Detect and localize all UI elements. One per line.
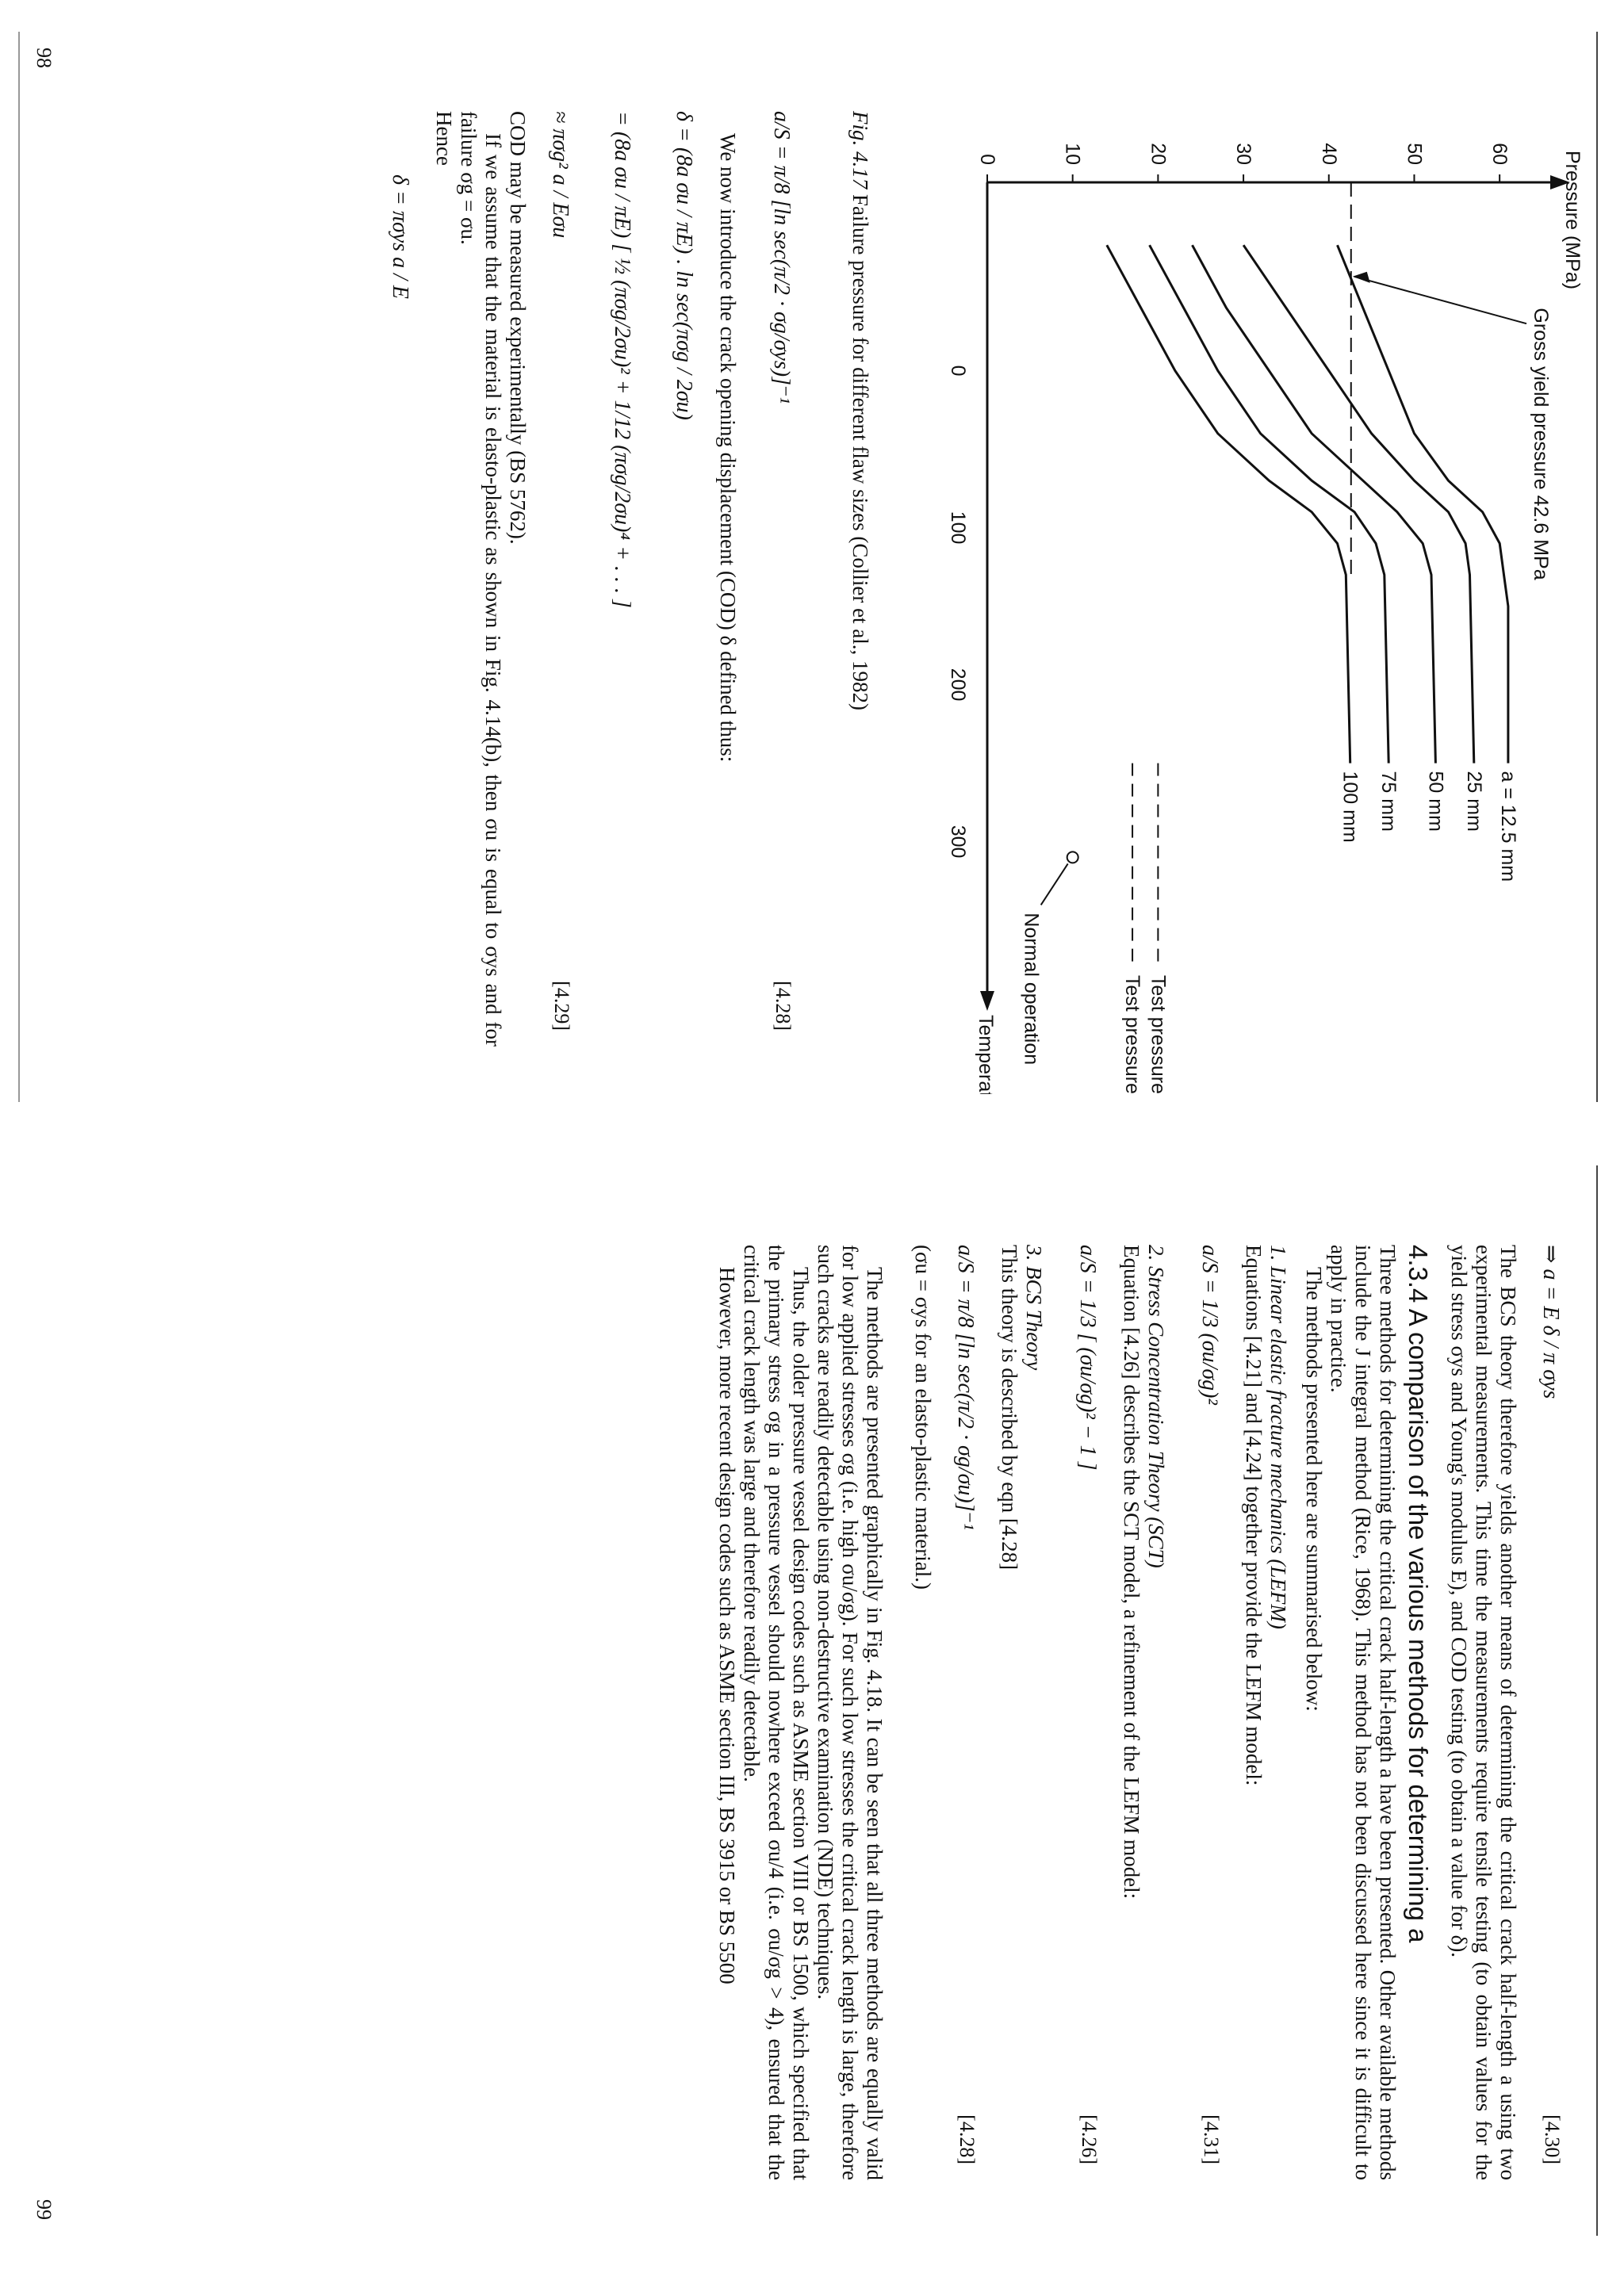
equation-number: [4.28]	[772, 981, 795, 1031]
page-98	[12, 32, 1598, 1102]
flaw-size-label: 25 mm	[1462, 771, 1485, 832]
recent-codes-paragraph: However, more recent design codes such as ASME section III, BS 3915 or BS 5500	[715, 1267, 739, 1984]
equation-delta-final	[370, 111, 431, 1047]
normal-operation-point	[1067, 851, 1078, 863]
page-top-rule	[1596, 1165, 1598, 2236]
page-number-99: 99	[33, 2199, 56, 2220]
page-99-body	[714, 1245, 1582, 2180]
figure-caption	[848, 111, 872, 1062]
flaw-size-label: 50 mm	[1424, 771, 1447, 832]
test-pressure-label: Test pressure	[1121, 974, 1144, 1094]
equation-delta-2	[592, 111, 653, 1047]
assume-text: If we assume that the material is elasto-plastic as shown in Fig. 4.14(b), then σu is equal to σys and for failure σg = σu.	[457, 111, 505, 1047]
gross-yield-pointer	[1354, 277, 1526, 323]
y-tick-label: 40	[1317, 143, 1340, 165]
item-2-text: Equation [4.26] describes the SCT model, a refinement of the LEFM model:	[1120, 1245, 1143, 1900]
gross-yield-label: Gross yield pressure 42.6 MPa	[1530, 308, 1552, 580]
graph-paragraph: The methods are presented graphically in Fig. 4.18. It can be seen that all three methods are equally valid for low applied stresses σg (i.e. high σu/σg). For such low stresses the critical crack length is large, therefore such cracks are readily detectable using non-destructive examination (NDE) techniques.	[814, 1245, 887, 2180]
x-axis-arrow	[980, 991, 994, 1011]
equation-number: [4.28]	[956, 2114, 979, 2164]
equation-text: a/S = π/8 [ln sec(π/2 · σg/σu)]⁻¹	[953, 1245, 979, 1530]
failure-pressure-figure	[876, 79, 1590, 1094]
x-axis-title: Temperature (°C)	[975, 1015, 997, 1094]
y-tick-label: 0	[976, 154, 998, 165]
equation-text: = (8a σu / πE) [ ½ (πσg/2σu)² + 1/12 (πσg/2σu)⁴ + . . . ]	[610, 111, 635, 608]
equation-text: ⇒ a = E δ / π σys	[1538, 1245, 1564, 1399]
failure-pressure-chart	[876, 79, 1590, 1094]
equation-text: a/S = π/8 [ln sec(π/2 · σg/σys)]⁻¹	[769, 111, 795, 404]
equation-4-31	[1179, 1245, 1241, 2180]
page-99	[12, 1165, 1598, 2236]
equation-number: [4.30]	[1541, 2114, 1564, 2164]
equation-4-30	[1520, 1245, 1582, 2180]
equation-text: ≈ πσg² a / Eσu	[548, 111, 573, 239]
gross-yield-arrowhead	[1353, 272, 1370, 283]
bcs-paragraph: The BCS theory therefore yields another means of determining the critical crack half-length a using two experimental measurements. This time the measurements require tensile testing (to obtain values for the yield stress σys and Young's modulus E), and COD testing (to obtain a value for δ).	[1447, 1245, 1520, 2180]
equation-text: δ = πσys a / E	[388, 174, 413, 299]
equation-number: [4.29]	[550, 981, 573, 1031]
section-heading-4-3-4: 4.3.4 A comparison of the various methods for determining a	[1404, 1245, 1433, 1943]
item-1-text: Equations [4.21] and [4.24] together provide the LEFM model:	[1242, 1245, 1266, 1786]
item-3-title: 3. BCS Theory	[1022, 1245, 1046, 1371]
flaw-curve-4	[1107, 245, 1350, 763]
page-bottom-rule	[18, 32, 20, 1102]
y-tick-label: 20	[1147, 143, 1170, 165]
item-3-text: This theory is described by eqn [4.28]	[998, 1245, 1021, 1571]
equation-number: [4.31]	[1200, 2114, 1223, 2164]
equation-4-28	[751, 111, 813, 1047]
y-axis-title: Pressure (MPa)	[1561, 151, 1584, 290]
figure-label: Fig. 4.17	[848, 111, 872, 189]
flaw-size-label: a = 12.5 mm	[1496, 771, 1519, 882]
item-2-title: 2. Stress Concentration Theory (SCT)	[1144, 1245, 1168, 1568]
flaw-curve-1	[1243, 245, 1474, 763]
y-tick-label: 50	[1403, 143, 1426, 165]
intro-cod-text: We now introduce the crack opening displacement (COD) δ defined thus:	[716, 133, 740, 763]
equation-4-28-repeat	[935, 1245, 997, 2180]
flaw-size-label: 100 mm	[1339, 771, 1362, 843]
figure-caption-text: Failure pressure for different flaw sizes (Collier et al., 1982)	[848, 194, 872, 711]
x-tick-label: 200	[947, 668, 969, 702]
item-1-title: 1. Linear elastic fracture mechanics (LEFM)	[1266, 1245, 1290, 1629]
equation-text: a/S = 1/3 (σu/σg)²	[1197, 1245, 1223, 1405]
equation-4-29	[530, 111, 592, 1047]
x-tick-label: 100	[947, 511, 969, 545]
page-top-rule	[1596, 32, 1598, 1102]
equation-text: a/S = 1/3 [ (σu/σg)² − 1 ]	[1075, 1245, 1101, 1471]
x-tick-label: 300	[947, 825, 969, 859]
methods-paragraph: Three methods for determining the critical crack half-length a have been presented. Other available methods include the J integral method (Rice, 1968). This method has not been discussed here since it is difficult to apply in practice.	[1327, 1245, 1400, 2180]
page-98-body	[370, 111, 813, 1047]
flaw-curve-2	[1193, 245, 1436, 763]
equation-delta-1	[653, 111, 715, 1047]
page-number-98: 98	[33, 48, 56, 68]
test-pressure-label: Test pressure	[1147, 974, 1170, 1094]
y-tick-label: 60	[1488, 143, 1511, 165]
normal-operation-pointer	[1041, 863, 1068, 905]
normal-operation-label: Normal operation	[1020, 913, 1043, 1066]
y-tick-label: 30	[1232, 143, 1255, 165]
methods-summary: The methods presented here are summarised below:	[1302, 1267, 1326, 1712]
flaw-size-label: 75 mm	[1377, 771, 1400, 832]
equation-number: [4.26]	[1078, 2114, 1101, 2164]
flaw-curve-0	[1338, 245, 1508, 763]
equation-text: δ = (8a σu / πE) . ln sec(πσg / 2σu)	[672, 111, 697, 420]
older-codes-paragraph: Thus, the older pressure vessel design codes such as ASME section VIII or BS 1500, which specified that the primary stress σg in a pressure vessel should nowhere exceed σu/4 (i.e. σu/σg > 4), ensured that the critical crack length was large and therefore readily detectable.	[740, 1245, 813, 2180]
flaw-curve-3	[1150, 245, 1389, 763]
y-tick-label: 10	[1061, 143, 1084, 165]
elasto-plastic-note: (σu = σys for an elasto-plastic material.)	[911, 1245, 935, 1590]
cod-measured-text: COD may be measured experimentally (BS 5762).	[506, 111, 530, 545]
x-tick-label: 0	[947, 365, 969, 377]
hence-text: Hence	[432, 111, 456, 166]
equation-4-26	[1057, 1245, 1119, 2180]
